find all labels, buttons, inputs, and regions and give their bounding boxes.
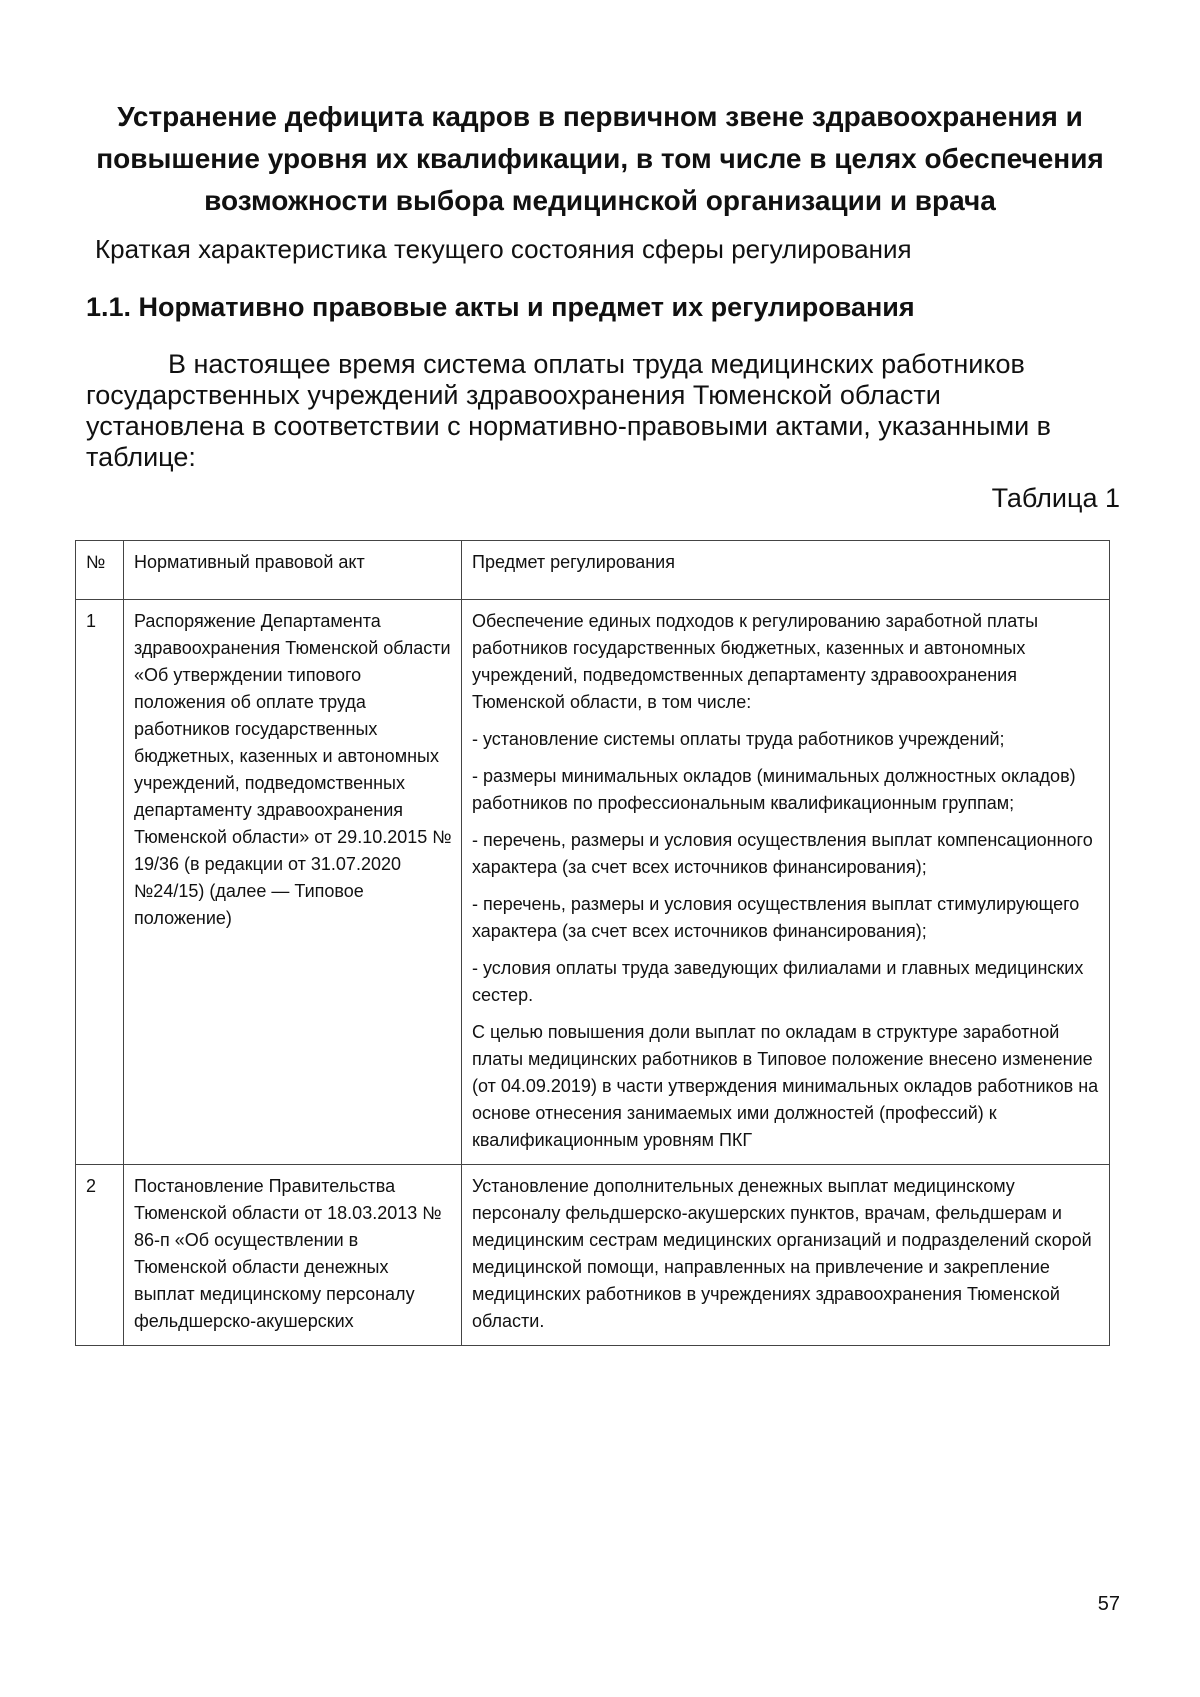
row-number: 1 xyxy=(76,600,124,1165)
intro-line: таблице: xyxy=(86,442,196,472)
subject-paragraph: - условия оплаты труда заведующих филиалами и главных медицинских сестер. xyxy=(472,958,1084,1005)
table-row xyxy=(76,600,1110,1165)
title-line: возможности выбора медицинской организации и врача xyxy=(204,185,996,216)
table-header-row xyxy=(76,541,1110,600)
row-number: 2 xyxy=(76,1165,124,1346)
subject-paragraph: Обеспечение единых подходов к регулированию заработной платы работников государственных бюджетных, казенных и автономных учреждений, подведомственных департаменту здравоохранения Тюменской области, в том числе: xyxy=(472,611,1039,712)
subject-paragraph: Установление дополнительных денежных выплат медицинскому персоналу фельдшерско-акушерских пунктов, врачам, фельдшерам и медицинским сестрам медицинских организаций и подразделений скорой медицинской помощи, направленных на привлечение и закрепление медицинских работников в учреждениях здравоохранения Тюменской области. xyxy=(472,1176,1092,1331)
header-number: № xyxy=(76,541,124,600)
header-subject: Предмет регулирования xyxy=(462,541,1110,600)
title-line: Устранение дефицита кадров в первичном звене здравоохранения и xyxy=(117,101,1083,132)
subject-paragraph: С целью повышения доли выплат по окладам в структуре заработной платы медицинских работников в Типовое положение внесено изменение (от 04.09.2019) в части утверждения минимальных окладов работников на основе отнесения занимаемых ими должностей (профессий) к квалификационным уровням ПКГ xyxy=(472,1022,1099,1150)
subject-paragraph: - размеры минимальных окладов (минимальных должностных окладов) работников по профессиональным квалификационным группам; xyxy=(472,766,1076,813)
row-act: Постановление Правительства Тюменской области от 18.03.2013 № 86-п «Об осуществлении в Тюменской области денежных выплат медицинскому персоналу фельдшерско-акушерских xyxy=(124,1165,462,1346)
document-title xyxy=(60,96,1140,222)
intro-line: государственных учреждений здравоохранения Тюменской области xyxy=(86,380,941,410)
row-subject xyxy=(462,1165,1110,1346)
header-act: Нормативный правовой акт xyxy=(124,541,462,600)
intro-line: В настоящее время система оплаты труда медицинских работников xyxy=(168,349,1025,379)
intro-paragraph xyxy=(86,349,1126,473)
subject-paragraph: - перечень, размеры и условия осуществления выплат стимулирующего характера (за счет всех источников финансирования); xyxy=(472,894,1080,941)
title-line: повышение уровня их квалификации, в том числе в целях обеспечения xyxy=(96,143,1104,174)
row-act: Распоряжение Департамента здравоохранения Тюменской области «Об утверждении типового положения об оплате труда работников государственных бюджетных, казенных и автономных учреждений, подведомственных департаменту здравоохранения Тюменской области» от 29.10.2015 № 19/36 (в редакции от 31.07.2020 №24/15) (далее — Типовое положение) xyxy=(124,600,462,1165)
section-heading: 1.1. Нормативно правовые акты и предмет их регулирования xyxy=(86,292,915,322)
document-subtitle: Краткая характеристика текущего состояния сферы регулирования xyxy=(95,234,912,264)
subject-paragraph: - перечень, размеры и условия осуществления выплат компенсационного характера (за счет всех источников финансирования); xyxy=(472,830,1093,877)
intro-line: установлена в соответствии с нормативно-правовыми актами, указанными в xyxy=(86,411,1052,441)
table-label: Таблица 1 xyxy=(991,483,1120,513)
table-row xyxy=(76,1165,1110,1346)
page-number: 57 xyxy=(1097,1593,1120,1615)
row-subject xyxy=(462,600,1110,1165)
subject-paragraph: - установление системы оплаты труда работников учреждений; xyxy=(472,729,1005,749)
regulation-table xyxy=(75,540,1110,1346)
